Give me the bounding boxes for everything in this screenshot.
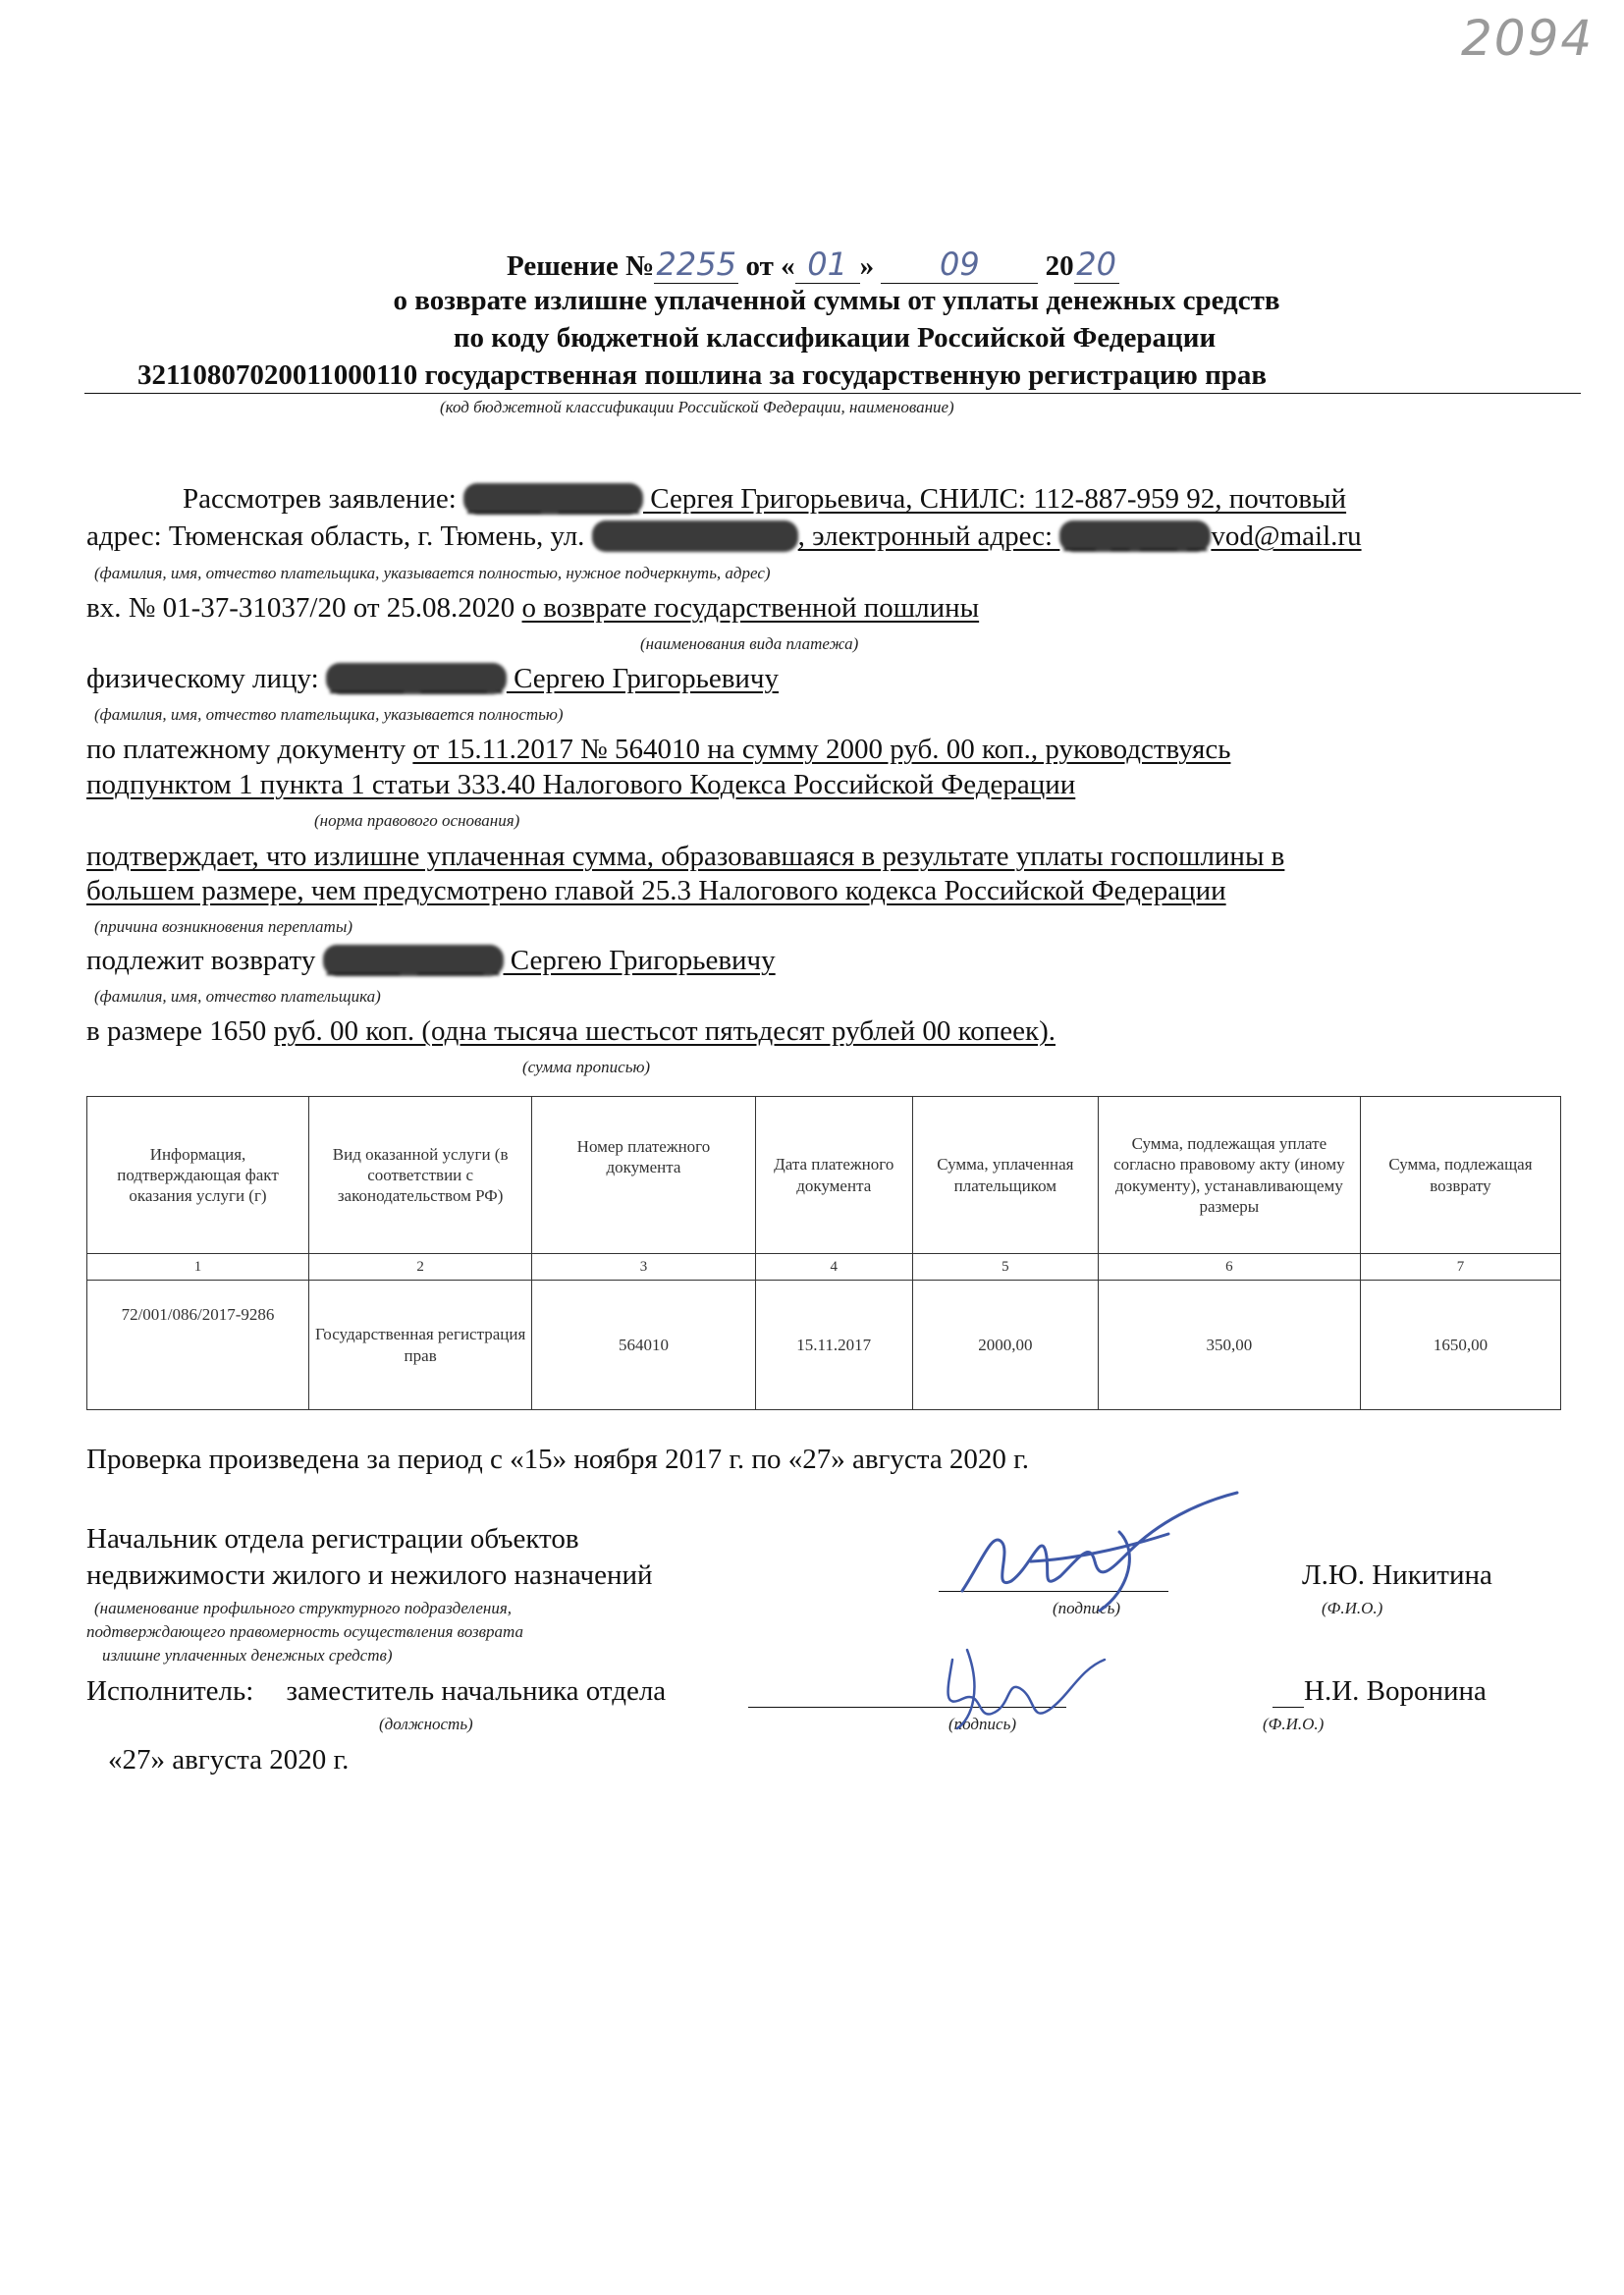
application-line-1: Рассмотрев заявление: Сергея Григорьевича, СНИЛС: 112-887-959 92, почтовый — [183, 483, 1347, 515]
decision-month: 09 — [881, 246, 1038, 284]
table-cell: 350,00 — [1098, 1281, 1360, 1410]
column-number: 1 — [87, 1254, 309, 1281]
payer-caption: (фамилия, имя, отчество плательщика, указывается полностью, нужное подчеркнуть, адрес) — [94, 564, 771, 582]
incoming-line: вх. № 01-37-31037/20 от 25.08.2020 о возврате государственной пошлины — [86, 592, 980, 624]
decision-day: 01 — [795, 246, 860, 284]
column-number: 2 — [308, 1254, 531, 1281]
head-name: Л.Ю. Никитина — [1302, 1559, 1492, 1591]
decision-subtitle-1: о возврате излишне уплаченной суммы от уплаты денежных средств — [393, 285, 1280, 316]
amount-line: в размере 1650 руб. 00 коп. (одна тысяча шестьсот пятьдесят рублей 00 копеек). — [86, 1015, 1056, 1047]
executor-name-line — [1272, 1707, 1304, 1708]
redacted-email — [1059, 520, 1211, 552]
executor-line: Исполнитель: заместитель начальника отдела — [86, 1675, 667, 1707]
table-header-cell: Номер платежного документа — [532, 1097, 755, 1254]
confirmation-line-2: большем размере, чем предусмотрено главой 25.3 Налогового кодекса Российской Федерации — [86, 875, 1226, 906]
table-cell: Государственная регистрация прав — [308, 1281, 531, 1410]
redacted-surname-3 — [323, 945, 504, 976]
individual-caption: (фамилия, имя, отчество плательщика, указывается полностью) — [94, 705, 564, 724]
decision-title: Решение №2255 от « 01 » 09 2020 — [507, 246, 1119, 284]
head-position-line-1: Начальник отдела регистрации объектов — [86, 1523, 579, 1555]
kbk-caption: (код бюджетной классификации Российской Федерации, наименование) — [440, 398, 954, 416]
confirmation-line-1: подтверждает, что излишне уплаченная сумма, образовавшаяся в результате уплаты госпошлины в — [86, 841, 1285, 872]
table-cell: 2000,00 — [912, 1281, 1098, 1410]
table-header-cell: Сумма, уплаченная плательщиком — [912, 1097, 1098, 1254]
column-number: 4 — [755, 1254, 912, 1281]
payment-line-1: по платежному документу от 15.11.2017 № 564010 на сумму 2000 руб. 00 коп., руководствуясь — [86, 734, 1231, 765]
executor-signature-caption: (подпись) — [948, 1715, 1016, 1733]
table-header-cell: Сумма, подлежащая уплате согласно правовому акту (иному документу), устанавливающему размеры — [1098, 1097, 1360, 1254]
executor-fio-caption: (Ф.И.О.) — [1263, 1715, 1325, 1733]
legal-basis-caption: (норма правового основания) — [314, 811, 520, 830]
kbk-line: 32110807020011000110 государственная пошлина за государственную регистрацию прав — [137, 359, 1268, 391]
table-number-row — [87, 1254, 1561, 1281]
head-signature-icon — [923, 1473, 1276, 1630]
refund-to-caption: (фамилия, имя, отчество плательщика) — [94, 987, 381, 1006]
table-cell: 564010 — [532, 1281, 755, 1410]
table-cell: 15.11.2017 — [755, 1281, 912, 1410]
table-header-cell: Дата платежного документа — [755, 1097, 912, 1254]
column-number: 7 — [1360, 1254, 1560, 1281]
table-header-cell: Информация, подтверждающая факт оказания услуги (г) — [87, 1097, 309, 1254]
signature-caption: (подпись) — [1053, 1599, 1120, 1617]
column-number: 5 — [912, 1254, 1098, 1281]
application-line-2: адрес: Тюменская область, г. Тюмень, ул. , электронный адрес: vod@mail.ru — [86, 520, 1362, 552]
payment-type-caption: (наименования вида платежа) — [640, 634, 859, 653]
executor-name: Н.И. Воронина — [1304, 1675, 1487, 1707]
redacted-surname — [463, 483, 643, 515]
unit-caption-1: (наименование профильного структурного подразделения, — [94, 1599, 512, 1617]
table-header-cell: Сумма, подлежащая возврату — [1360, 1097, 1560, 1254]
refund-table — [86, 1096, 1561, 1410]
column-number: 3 — [532, 1254, 755, 1281]
decision-year: 20 — [1074, 246, 1119, 284]
kbk-underline — [84, 393, 1581, 394]
unit-caption-3: излишне уплаченных денежных средств) — [102, 1646, 393, 1665]
redacted-street — [592, 520, 798, 552]
table-cell: 1650,00 — [1360, 1281, 1560, 1410]
decision-subtitle-2: по коду бюджетной классификации Российской Федерации — [453, 322, 1217, 354]
redacted-surname-2 — [326, 663, 507, 694]
table-row — [87, 1281, 1561, 1410]
position-caption: (должность) — [379, 1715, 473, 1733]
overpayment-reason-caption: (причина возникновения переплаты) — [94, 917, 353, 936]
table-header-cell: Вид оказанной услуги (в соответствии с законодательством РФ) — [308, 1097, 531, 1254]
signature-date: «27» августа 2020 г. — [108, 1744, 350, 1776]
table-cell: 72/001/086/2017-9286 — [87, 1281, 309, 1410]
unit-caption-2: подтверждающего правомерность осуществления возврата — [86, 1622, 524, 1641]
executor-signature-icon — [923, 1630, 1119, 1738]
handwritten-note: 2094 — [1461, 10, 1595, 67]
refund-to-line: подлежит возврату Сергею Григорьевичу — [86, 945, 776, 976]
check-period: Проверка произведена за период с «15» ноября 2017 г. по «27» августа 2020 г. — [86, 1444, 1030, 1475]
head-position-line-2: недвижимости жилого и нежилого назначений — [86, 1559, 653, 1591]
individual-line: физическому лицу: Сергею Григорьевичу — [86, 663, 780, 694]
fio-caption: (Ф.И.О.) — [1322, 1599, 1383, 1617]
amount-caption: (сумма прописью) — [522, 1058, 651, 1076]
column-number: 6 — [1098, 1254, 1360, 1281]
decision-number: 2255 — [654, 246, 738, 284]
table-header-row — [87, 1097, 1561, 1254]
payment-line-2: подпунктом 1 пункта 1 статьи 333.40 Налогового Кодекса Российской Федерации — [86, 769, 1076, 800]
